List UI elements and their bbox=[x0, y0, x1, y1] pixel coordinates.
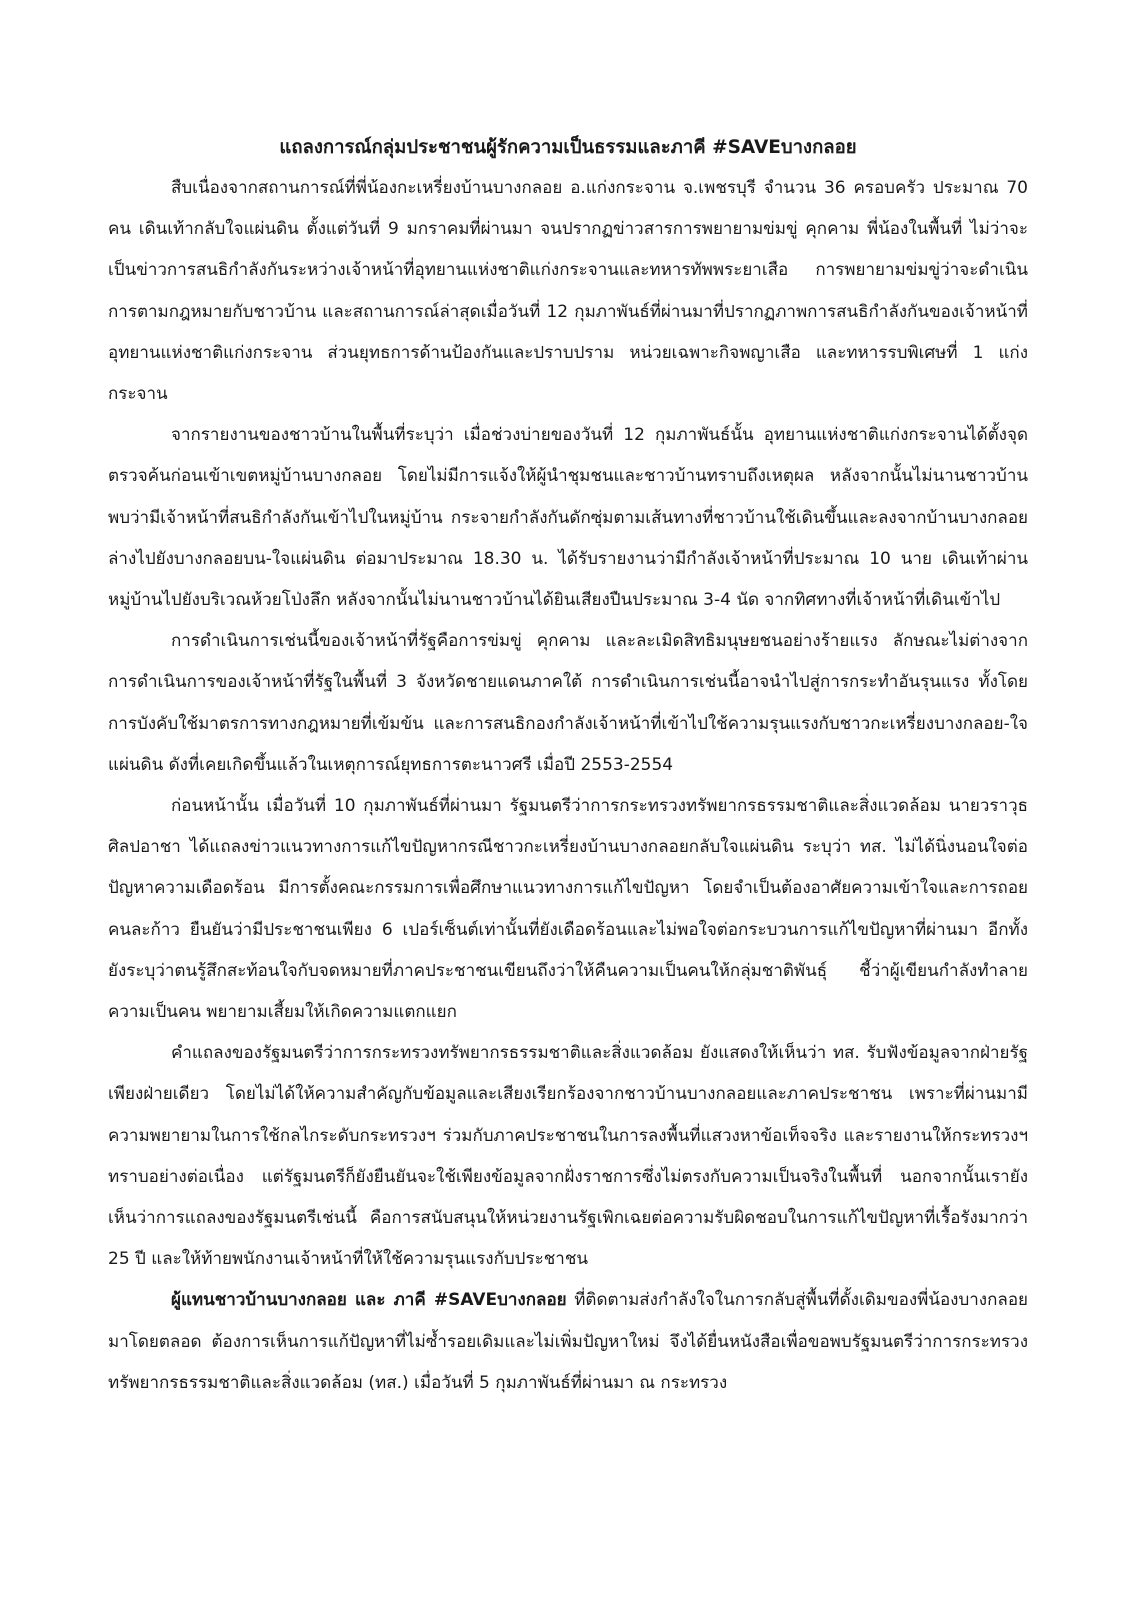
paragraph-6 bbox=[108, 1280, 1028, 1404]
document-page bbox=[108, 128, 1028, 1404]
paragraph-6-text: ที่ติดตามส่งกำลังใจในการกลับสู่พื้นที่ดั้งเดิมของพี่น้องบางกลอยมาโดยตลอด ต้องการเห็นการแก้ปัญหาที่ไม่ซ้ำรอยเดิมและไม่เพิ่มปัญหาใหม่ จึงได้ยื่นหนังสือเพื่อขอพบรัฐมนตรีว่าการกระทรวงทรัพยากรธรรมชาติและสิ่งแวดล้อม (ทส.) เมื่อวันที่ 5 กุมภาพันธ์ที่ผ่านมา ณ กระทรวง bbox=[108, 1290, 1028, 1393]
paragraph-4: ก่อนหน้านั้น เมื่อวันที่ 10 กุมภาพันธ์ที่ผ่านมา รัฐมนตรีว่าการกระทรวงทรัพยากรธรรมชาติและสิ่งแวดล้อม นายวราวุธ ศิลปอาชา ได้แถลงข่าวแนวทางการแก้ไขปัญหากรณีชาวกะเหรี่ยงบ้านบางกลอยกลับใจแผ่นดิน ระบุว่า ทส. ไม่ได้นิ่งนอนใจต่อปัญหาความเดือดร้อน มีการตั้งคณะกรรมการเพื่อศึกษาแนวทางการแก้ไขปัญหา โดยจำเป็นต้องอาศัยความเข้าใจและการถอยคนละก้าว ยืนยันว่ามีประชาชนเพียง 6 เปอร์เซ็นต์เท่านั้นที่ยังเดือดร้อนและไม่พอใจต่อกระบวนการแก้ไขปัญหาที่ผ่านมา อีกทั้งยังระบุว่าตนรู้สึกสะท้อนใจกับจดหมายที่ภาคประชาชนเขียนถึงว่าให้คืนความเป็นคนให้กลุ่มชาติพันธุ์ ชี้ว่าผู้เขียนกำลังทำลายความเป็นคน พยายามเสี้ยมให้เกิดความแตกแยก bbox=[108, 796, 1028, 1023]
paragraph-2: จากรายงานของชาวบ้านในพื้นที่ระบุว่า เมื่อช่วงบ่ายของวันที่ 12 กุมภาพันธ์นั้น อุทยานแห่งชาติแก่งกระจานได้ตั้งจุดตรวจค้นก่อนเข้าเขตหมู่บ้านบางกลอย โดยไม่มีการแจ้งให้ผู้นำชุมชนและชาวบ้านทราบถึงเหตุผล หลังจากนั้นไม่นานชาวบ้านพบว่ามีเจ้าหน้าที่สนธิกำลังกันเข้าไปในหมู่บ้าน กระจายกำลังกันดักซุ่มตามเส้นทางที่ชาวบ้านใช้เดินขึ้นและลงจากบ้านบางกลอยล่างไปยังบางกลอยบน-ใจแผ่นดิน ต่อมาประมาณ 18.30 น. ได้รับรายงานว่ามีกำลังเจ้าหน้าที่ประมาณ 10 นาย เดินเท้าผ่านหมู่บ้านไปยังบริเวณห้วยโป่งลึก หลังจากนั้นไม่นานชาวบ้านได้ยินเสียงปืนประมาณ 3-4 นัด จากทิศทางที่เจ้าหน้าที่เดินเข้าไป bbox=[108, 425, 1028, 611]
paragraph-6-lead: ผู้แทนชาวบ้านบางกลอย และ ภาคี #SAVEบางกลอย bbox=[171, 1290, 567, 1311]
paragraph-1: สืบเนื่องจากสถานการณ์ที่พี่น้องกะเหรี่ยงบ้านบางกลอย อ.แก่งกระจาน จ.เพชรบุรี จำนวน 36 ครอบครัว ประมาณ 70 คน เดินเท้ากลับใจแผ่นดิน ตั้งแต่วันที่ 9 มกราคมที่ผ่านมา จนปรากฏข่าวสารการพยายามข่มขู่ คุกคาม พี่น้องในพื้นที่ ไม่ว่าจะเป็นข่าวการสนธิกำลังกันระหว่างเจ้าหน้าที่อุทยานแห่งชาติแก่งกระจานและทหารทัพพระยาเสือ การพยายามข่มขู่ว่าจะดำเนินการตามกฎหมายกับชาวบ้าน และสถานการณ์ล่าสุดเมื่อวันที่ 12 กุมภาพันธ์ที่ผ่านมาที่ปรากฏภาพการสนธิกำลังกันของเจ้าหน้าที่อุทยานแห่งชาติแก่งกระจาน ส่วนยุทธการด้านป้องกันและปราบปราม หน่วยเฉพาะกิจพญาเสือ และทหารรบพิเศษที่ 1 แก่งกระจาน bbox=[108, 178, 1028, 405]
paragraph-3: การดำเนินการเช่นนี้ของเจ้าหน้าที่รัฐคือการข่มขู่ คุกคาม และละเมิดสิทธิมนุษยชนอย่างร้ายแรง ลักษณะไม่ต่างจากการดำเนินการของเจ้าหน้าที่รัฐในพื้นที่ 3 จังหวัดชายแดนภาคใต้ การดำเนินการเช่นนี้อาจนำไปสู่การกระทำอันรุนแรง ทั้งโดยการบังคับใช้มาตรการทางกฎหมายที่เข้มข้น และการสนธิกองกำลังเจ้าหน้าที่เข้าไปใช้ความรุนแรงกับชาวกะเหรี่ยงบางกลอย-ใจแผ่นดิน ดังที่เคยเกิดขึ้นแล้วในเหตุการณ์ยุทธการตะนาวศรี เมื่อปี 2553-2554 bbox=[108, 631, 1028, 775]
paragraph-5: คำแถลงของรัฐมนตรีว่าการกระทรวงทรัพยากรธรรมชาติและสิ่งแวดล้อม ยังแสดงให้เห็นว่า ทส. รับฟังข้อมูลจากฝ่ายรัฐเพียงฝ่ายเดียว โดยไม่ได้ให้ความสำคัญกับข้อมูลและเสียงเรียกร้องจากชาวบ้านบางกลอยและภาคประชาชน เพราะที่ผ่านมามีความพยายามในการใช้กลไกระดับกระทรวงฯ ร่วมกับภาคประชาชนในการลงพื้นที่แสวงหาข้อเท็จจริง และรายงานให้กระทรวงฯ ทราบอย่างต่อเนื่อง แต่รัฐมนตรีก็ยังยืนยันจะใช้เพียงข้อมูลจากฝั่งราชการซึ่งไม่ตรงกับความเป็นจริงในพื้นที่ นอกจากนั้นเรายังเห็นว่าการแถลงของรัฐมนตรีเช่นนี้ คือการสนับสนุนให้หน่วยงานรัฐเพิกเฉยต่อความรับผิดชอบในการแก้ไขปัญหาที่เรื้อรังมากว่า 25 ปี และให้ท้ายพนักงานเจ้าหน้าที่ให้ใช้ความรุนแรงกับประชาชน bbox=[108, 1043, 1028, 1270]
document-title: แถลงการณ์กลุ่มประชาชนผู้รักความเป็นธรรมและภาคี #SAVEบางกลอย bbox=[279, 137, 857, 158]
